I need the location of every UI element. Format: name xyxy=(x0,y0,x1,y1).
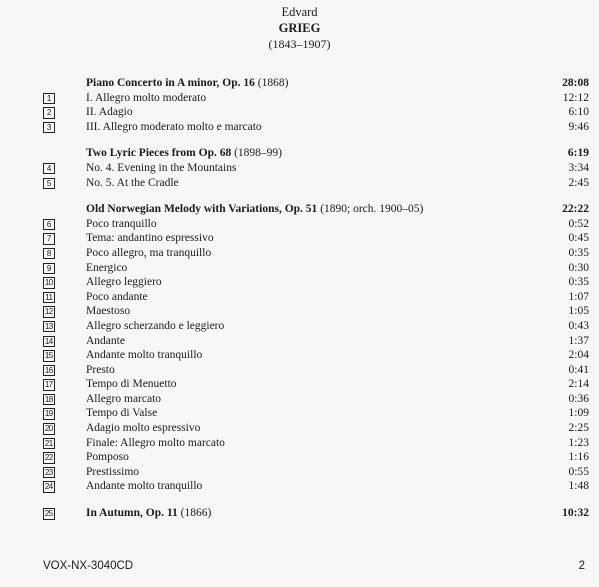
track-row xyxy=(43,246,589,261)
track-title: Allegro scherzando e leggiero xyxy=(86,319,225,332)
work-row xyxy=(43,146,589,161)
track-title: Presto xyxy=(86,363,115,376)
track-list xyxy=(43,76,589,521)
track-duration: 0:52 xyxy=(568,217,589,230)
work-total-duration: 6:19 xyxy=(567,147,589,160)
track-duration: 0:41 xyxy=(568,363,589,376)
track-row xyxy=(43,304,589,319)
track-duration: 1:23 xyxy=(568,436,589,449)
track-title: Maestoso xyxy=(86,305,131,318)
track-row xyxy=(43,161,589,176)
track-duration: 6:10 xyxy=(568,106,589,119)
track-duration: 0:35 xyxy=(568,246,589,259)
track-row xyxy=(43,275,589,290)
track-duration: 2:45 xyxy=(568,176,589,189)
track-number-box: 9 xyxy=(43,263,55,275)
track-row xyxy=(43,363,589,378)
track-number-box: 25 xyxy=(44,509,53,519)
work-detail: (1898–99) xyxy=(231,147,283,160)
track-title: Poco allegro, ma tranquillo xyxy=(86,246,212,259)
work-title xyxy=(86,76,288,91)
work-detail: (1890; orch. 1900–05) xyxy=(317,203,424,216)
track-duration: 1:05 xyxy=(568,305,589,318)
track-title: Andante molto tranquillo xyxy=(86,480,203,493)
track-title: Poco andante xyxy=(86,290,148,303)
track-duration: 0:55 xyxy=(568,465,589,478)
track-row xyxy=(43,377,589,392)
track-row xyxy=(43,392,589,407)
track-number-box: 24 xyxy=(44,482,53,492)
track-title: III. Allegro moderato molto e marcato xyxy=(86,120,262,133)
track-number-box: 14 xyxy=(44,336,53,346)
track-title: No. 5. At the Cradle xyxy=(86,176,179,189)
track-duration: 9:46 xyxy=(568,120,589,133)
track-number-box: 11 xyxy=(43,292,55,304)
track-number-box: 15 xyxy=(44,351,53,361)
composer-surname: GRIEG xyxy=(278,21,321,35)
track-number-box: 18 xyxy=(44,394,53,404)
track-row xyxy=(43,348,589,363)
track-duration: 1:07 xyxy=(568,290,589,303)
track-number-box: 16 xyxy=(44,365,53,375)
track-duration: 3:34 xyxy=(568,161,589,174)
track-row xyxy=(43,261,589,276)
composer-years: (1843–1907) xyxy=(268,37,331,51)
track-title: Allegro leggiero xyxy=(86,276,162,289)
work-total-duration: 28:08 xyxy=(562,77,589,89)
track-duration: 0:30 xyxy=(568,261,589,274)
track-duration: 0:35 xyxy=(568,276,589,289)
track-number-box: 2 xyxy=(43,107,55,119)
track-duration: 2:25 xyxy=(568,422,589,435)
track-duration: 1:37 xyxy=(568,334,589,347)
track-row xyxy=(43,421,589,436)
track-title: Finale: Allegro molto marcato xyxy=(86,436,225,449)
track-row xyxy=(43,120,589,135)
track-number-box: 12 xyxy=(44,307,53,317)
work-title xyxy=(86,146,282,161)
track-row xyxy=(43,176,589,191)
work-total-duration: 22:22 xyxy=(562,203,589,216)
track-duration: 0:36 xyxy=(568,392,589,405)
track-title: No. 4. Evening in the Mountains xyxy=(86,161,237,174)
track-duration: 2:04 xyxy=(568,349,589,362)
track-title: Tempo di Menuetto xyxy=(86,378,177,391)
track-number-box: 21 xyxy=(44,438,53,448)
track-number-box: 10 xyxy=(44,278,53,288)
catalog-code: VOX-NX-3040CD xyxy=(43,560,134,572)
track-number-box: 7 xyxy=(43,233,55,245)
track-row xyxy=(43,334,589,349)
track-number-box: 13 xyxy=(44,321,53,331)
track-duration: 0:43 xyxy=(568,319,589,332)
track-duration: 12:12 xyxy=(562,91,589,104)
track-row xyxy=(43,436,589,451)
track-duration: 1:48 xyxy=(568,480,589,493)
work-total-duration: 10:32 xyxy=(562,507,589,520)
track-title: Adagio molto espressivo xyxy=(86,422,201,435)
track-number-box: 4 xyxy=(43,163,55,175)
track-row xyxy=(43,450,589,465)
composer-header xyxy=(0,4,599,52)
track-number-box: 1 xyxy=(43,93,55,105)
track-number-box: 3 xyxy=(43,122,55,134)
track-number-box: 23 xyxy=(44,467,53,477)
track-duration: 2:14 xyxy=(568,378,589,391)
track-row xyxy=(43,105,589,120)
track-duration: 0:45 xyxy=(568,232,589,245)
track-title: Poco tranquillo xyxy=(86,217,157,230)
work-row xyxy=(43,202,589,217)
track-row xyxy=(43,406,589,421)
track-row xyxy=(43,91,589,106)
track-number-box: 19 xyxy=(44,409,53,419)
track-title: Prestissimo xyxy=(86,465,140,478)
track-number-box: 8 xyxy=(43,248,55,260)
composer-first-name: Edvard xyxy=(281,5,318,19)
work-row xyxy=(43,506,589,521)
work-name: Old Norwegian Melody with Variations, Op. 51 xyxy=(86,203,318,216)
track-title: II. Adagio xyxy=(86,106,133,119)
track-number-box: 6 xyxy=(43,219,55,231)
track-number-box: 20 xyxy=(44,424,53,434)
track-row xyxy=(43,465,589,480)
page-number: 2 xyxy=(578,560,585,572)
track-title: Andante molto tranquillo xyxy=(86,349,203,362)
work-row xyxy=(43,76,589,91)
track-row xyxy=(43,231,589,246)
work-name: Piano Concerto in A minor, Op. 16 xyxy=(86,77,255,89)
work-title xyxy=(86,202,423,217)
work-name: In Autumn, Op. 11 xyxy=(86,507,178,520)
track-row xyxy=(43,479,589,494)
track-number-box: 22 xyxy=(44,453,53,463)
track-row xyxy=(43,290,589,305)
work-detail: (1868) xyxy=(254,77,289,89)
track-title: Andante xyxy=(86,334,125,347)
work-detail: (1866) xyxy=(177,507,212,520)
track-row xyxy=(43,217,589,232)
track-title: Tempo di Valse xyxy=(86,407,158,420)
track-row xyxy=(43,319,589,334)
track-duration: 1:16 xyxy=(568,451,589,464)
track-number-box: 17 xyxy=(44,380,53,390)
track-title: Energico xyxy=(86,261,128,274)
work-name: Two Lyric Pieces from Op. 68 xyxy=(86,147,232,160)
track-title: Allegro marcato xyxy=(86,392,162,405)
track-title: I. Allegro molto moderato xyxy=(86,91,207,104)
track-duration: 1:09 xyxy=(568,407,589,420)
track-number-box: 5 xyxy=(43,178,55,190)
track-title: Pomposo xyxy=(86,451,129,464)
track-title: Tema: andantino espressivo xyxy=(86,232,214,245)
work-title xyxy=(86,506,211,521)
